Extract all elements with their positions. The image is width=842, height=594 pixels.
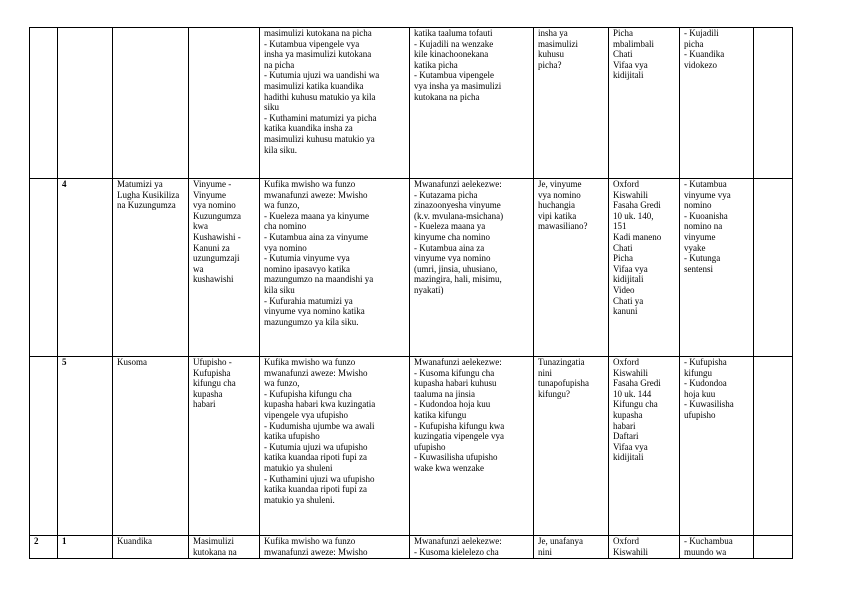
cell-line: vya nomino	[264, 242, 307, 253]
cell-line: picha?	[538, 59, 562, 70]
cell-line: Chati	[613, 242, 633, 253]
cell-text: 1	[62, 536, 67, 546]
cell-text: 2	[34, 536, 39, 546]
cell-line: vyake	[684, 242, 706, 253]
cell-line: - Kusoma kifungu cha	[414, 367, 495, 378]
cell-line: vipi katika	[538, 210, 577, 221]
cell-line: taaluma na jinsia	[414, 388, 475, 399]
cell-line: - Kutazama picha	[414, 189, 478, 200]
assessment-cell	[680, 536, 754, 559]
cell-line: Tunazingatia	[538, 357, 585, 367]
cell-line: katika picha	[414, 59, 458, 70]
cell-line: habari	[613, 420, 636, 431]
cell-line: Kiswahili	[613, 189, 648, 200]
assessment-cell	[680, 179, 754, 357]
cell-line: - Kufupisha kifungu cha	[264, 388, 352, 399]
week-cell	[30, 179, 58, 357]
cell-line: Kushawishi -	[193, 231, 241, 242]
learning-experiences-cell	[410, 28, 534, 179]
cell-line: hoja kuu	[684, 388, 716, 399]
cell-line: kushawishi	[193, 274, 234, 285]
cell-line: kifungu?	[538, 388, 570, 399]
learning-experiences-cell	[410, 179, 534, 357]
cell-line: kuhusu	[538, 49, 565, 60]
cell-line: habari	[193, 399, 216, 410]
learning-outcomes-cell	[260, 357, 410, 536]
cell-line: kwa	[193, 221, 208, 232]
cell-line: - Kuthamini ujuzi wa ufupisho	[264, 473, 375, 484]
cell-line: kutokana na	[193, 546, 237, 557]
cell-line: - Kutunga	[684, 253, 721, 264]
cell-line: kifungu	[684, 367, 712, 378]
cell-line: nyakati)	[414, 284, 444, 295]
cell-line: matukio ya shuleni.	[264, 494, 335, 505]
cell-line: Picha	[613, 28, 633, 38]
cell-line: vinyume vya nomino	[414, 253, 491, 264]
learning-outcomes-cell	[260, 536, 410, 559]
lesson-cell	[58, 536, 113, 559]
cell-line: picha	[684, 38, 704, 49]
cell-text: Matumizi ya Lugha Kusikiliza na Kuzungumza	[117, 179, 180, 211]
strand-cell	[113, 536, 189, 559]
cell-line: zinazoonyesha vinyume	[414, 200, 501, 211]
cell-line: ufupisho	[684, 409, 716, 420]
cell-line: - Kueleza maana ya	[414, 221, 486, 232]
cell-line: - Kueleza maana ya kinyume	[264, 210, 369, 221]
cell-line: Oxford	[613, 179, 639, 189]
cell-line: - Kutambua vipengele vya	[264, 38, 360, 49]
cell-line: insha ya	[538, 28, 568, 38]
key-inquiry-question-cell	[534, 28, 609, 179]
cell-line: mazungumzo ya kila siku.	[264, 316, 359, 327]
cell-line: vya nomino	[193, 200, 236, 211]
learning-experiences-cell	[410, 536, 534, 559]
cell-line: wa funzo,	[264, 200, 300, 211]
cell-line: vinyume	[684, 231, 716, 242]
cell-line: - Kufupisha	[684, 357, 727, 367]
cell-line: nini	[538, 367, 553, 378]
cell-line: Mwanafunzi aelekezwe:	[414, 179, 502, 189]
assessment-cell	[680, 357, 754, 536]
table-row	[30, 536, 793, 559]
cell-line: Kufupisha	[193, 367, 231, 378]
table-body	[30, 28, 793, 559]
scheme-of-work-table	[29, 27, 793, 559]
cell-line: - Kutumia ujuzi wa ufupisho	[264, 441, 368, 452]
cell-line: Kuzungumza	[193, 210, 241, 221]
cell-line: masimulizi katika kuandika	[264, 80, 364, 91]
cell-line: Kifungu cha	[613, 399, 658, 410]
cell-line: kutokana na picha	[414, 91, 480, 102]
cell-line: Picha	[613, 253, 633, 264]
cell-line: nomino ipasavyo katika	[264, 263, 350, 274]
cell-line: Vinyume	[193, 189, 226, 200]
key-inquiry-question-cell	[534, 179, 609, 357]
cell-line: kidijitali	[613, 452, 644, 463]
cell-line: vinyume vya nomino katika	[264, 306, 365, 317]
cell-line: kidijitali	[613, 274, 644, 285]
lesson-cell	[58, 179, 113, 357]
lesson-cell	[58, 357, 113, 536]
cell-line: cha nomino	[264, 221, 307, 232]
cell-line: 10 uk. 140,	[613, 210, 654, 221]
cell-line: - Kutambua	[684, 179, 727, 189]
learning-experiences-cell	[410, 357, 534, 536]
cell-line: kidijitali	[613, 70, 644, 81]
cell-text: Kuandika	[117, 536, 152, 546]
cell-line: Kufika mwisho wa funzo	[264, 536, 356, 546]
cell-line: kupasha habari kwa kuzingatia	[264, 399, 376, 410]
cell-line: mazungumzo na maandishi ya	[264, 274, 374, 285]
cell-line: - Kutambua aina za	[414, 242, 485, 253]
cell-line: 10 uk. 144	[613, 388, 652, 399]
cell-line: - Kudondoa hoja kuu	[414, 399, 491, 410]
table-row	[30, 179, 793, 357]
learning-resources-cell	[609, 179, 680, 357]
cell-line: Oxford	[613, 536, 639, 546]
cell-line: uzungumzaji	[193, 253, 240, 264]
cell-line: katika kifungu	[414, 409, 467, 420]
cell-line: insha ya masimulizi kutokana	[264, 49, 372, 60]
week-cell	[30, 357, 58, 536]
cell-line: mbalimbali	[613, 38, 654, 49]
cell-line: Vifaa vya	[613, 59, 648, 70]
cell-line: nomino	[684, 200, 712, 211]
remarks-cell	[754, 179, 793, 357]
lesson-cell	[58, 28, 113, 179]
cell-line: nini	[538, 546, 553, 557]
cell-text: Kusoma	[117, 357, 147, 367]
cell-line: tunapofupisha	[538, 378, 589, 389]
cell-line: wa funzo,	[264, 378, 300, 389]
cell-line: - Kutumia vinyume vya	[264, 253, 350, 264]
cell-line: - Kufurahia matumizi ya	[264, 295, 353, 306]
cell-line: mazingira, hali, misimu,	[414, 274, 502, 285]
cell-line: Masimulizi	[193, 536, 234, 546]
cell-line: - Kuandika	[684, 49, 725, 60]
cell-line: - Kuthamini matumizi ya picha	[264, 112, 377, 123]
learning-resources-cell	[609, 357, 680, 536]
cell-line: kile kinachoonekana	[414, 49, 489, 60]
cell-line: - Kufupisha kifungu kwa	[414, 420, 505, 431]
table-row	[30, 357, 793, 536]
cell-line: Chati ya	[613, 295, 644, 306]
cell-line: - Kutumia ujuzi wa uandishi wa	[264, 70, 380, 81]
cell-line: katika kuandaa ripoti fupi za	[264, 484, 367, 495]
cell-line: vidokezo	[684, 59, 717, 70]
cell-text: 4	[62, 179, 67, 189]
cell-line: kinyume cha nomino	[414, 231, 490, 242]
cell-line: (k.v. mvulana-msichana)	[414, 210, 504, 221]
learning-resources-cell	[609, 536, 680, 559]
cell-line: Fasaha Gredi	[613, 378, 661, 389]
cell-line: katika taaluma tofauti	[414, 28, 493, 38]
cell-line: vipengele vya ufupisho	[264, 409, 348, 420]
cell-line: masimulizi kutokana na picha	[264, 28, 372, 38]
cell-line: hadithi kuhusu matukio ya kila	[264, 91, 376, 102]
substrand-cell	[189, 28, 260, 179]
cell-line: Mwanafunzi aelekezwe:	[414, 357, 502, 367]
strand-cell	[113, 28, 189, 179]
cell-line: Kiswahili	[613, 367, 648, 378]
cell-line: kupasha	[613, 409, 643, 420]
cell-line: Chati	[613, 49, 633, 60]
cell-line: Ufupisho -	[193, 357, 232, 367]
cell-line: kila siku.	[264, 144, 297, 155]
key-inquiry-question-cell	[534, 357, 609, 536]
table-row	[30, 28, 793, 179]
cell-line: - Kutambua vipengele	[414, 70, 494, 81]
cell-line: kupasha	[193, 388, 223, 399]
cell-line: - Kuwasilisha	[684, 399, 734, 410]
cell-line: kuzingatia vipengele vya	[414, 431, 504, 442]
cell-line: Video	[613, 284, 635, 295]
cell-line: mwanafunzi aweze: Mwisho	[264, 189, 368, 200]
cell-line: Oxford	[613, 357, 639, 367]
cell-line: katika kuandaa ripoti fupi za	[264, 452, 367, 463]
cell-line: nomino na	[684, 221, 723, 232]
cell-line: ufupisho	[414, 441, 446, 452]
cell-line: katika ufupisho	[264, 431, 320, 442]
learning-outcomes-cell	[260, 28, 410, 179]
learning-resources-cell	[609, 28, 680, 179]
cell-line: na picha	[264, 59, 295, 70]
cell-line: (umri, jinsia, uhusiano,	[414, 263, 498, 274]
cell-line: kila siku	[264, 284, 295, 295]
cell-line: masimulizi kuhusu matukio ya	[264, 133, 375, 144]
week-cell	[30, 28, 58, 179]
cell-line: wa	[193, 263, 204, 274]
cell-line: kanuni	[613, 306, 638, 317]
cell-line: Kufika mwisho wa funzo	[264, 357, 356, 367]
cell-line: kifungu cha	[193, 378, 236, 389]
cell-line: kupasha habari kuhusu	[414, 378, 497, 389]
substrand-cell	[189, 536, 260, 559]
cell-line: mwanafunzi aweze: Mwisho	[264, 546, 368, 557]
cell-line: wake kwa wenzake	[414, 462, 484, 473]
cell-line: - Kuoanisha	[684, 210, 728, 221]
cell-line: vya insha ya masimulizi	[414, 80, 502, 91]
strand-cell	[113, 179, 189, 357]
substrand-cell	[189, 179, 260, 357]
cell-line: - Kuwasilisha ufupisho	[414, 452, 498, 463]
cell-line: - Kujadili	[684, 28, 719, 38]
cell-line: 151	[613, 221, 627, 232]
cell-line: Vifaa vya	[613, 263, 648, 274]
cell-line: vinyume vya	[684, 189, 731, 200]
substrand-cell	[189, 357, 260, 536]
cell-text: 5	[62, 357, 67, 367]
remarks-cell	[754, 357, 793, 536]
assessment-cell	[680, 28, 754, 179]
remarks-cell	[754, 28, 793, 179]
cell-line: Vifaa vya	[613, 441, 648, 452]
cell-line: Daftari	[613, 431, 639, 442]
cell-line: Mwanafunzi aelekezwe:	[414, 536, 502, 546]
strand-cell	[113, 357, 189, 536]
cell-line: Vinyume -	[193, 179, 232, 189]
cell-line: - Kutambua aina za vinyume	[264, 231, 368, 242]
key-inquiry-question-cell	[534, 536, 609, 559]
cell-line: Fasaha Gredi	[613, 200, 661, 211]
remarks-cell	[754, 536, 793, 559]
cell-line: huchangia	[538, 200, 575, 211]
cell-line: Kanuni za	[193, 242, 230, 253]
cell-line: - Kudondoa	[684, 378, 727, 389]
week-cell	[30, 536, 58, 559]
cell-line: mwanafunzi aweze: Mwisho	[264, 367, 368, 378]
cell-line: sentensi	[684, 263, 713, 274]
cell-line: muundo wa	[684, 546, 727, 557]
cell-line: Kufika mwisho wa funzo	[264, 179, 356, 189]
cell-line: mawasiliano?	[538, 221, 588, 232]
cell-line: katika kuandika insha za	[264, 123, 353, 134]
cell-line: Je, unafanya	[538, 536, 583, 546]
cell-line: siku	[264, 102, 280, 113]
cell-line: Je, vinyume	[538, 179, 582, 189]
cell-line: masimulizi	[538, 38, 578, 49]
cell-line: - Kujadili na wenzake	[414, 38, 494, 49]
cell-line: Kadi maneno	[613, 231, 662, 242]
cell-line: - Kusoma kielelezo cha	[414, 546, 499, 557]
learning-outcomes-cell	[260, 179, 410, 357]
cell-line: - Kuchambua	[684, 536, 733, 546]
cell-line: - Kudumisha ujumbe wa awali	[264, 420, 375, 431]
cell-line: Kiswahili	[613, 546, 648, 557]
cell-line: matukio ya shuleni	[264, 462, 333, 473]
cell-line: vya nomino	[538, 189, 581, 200]
